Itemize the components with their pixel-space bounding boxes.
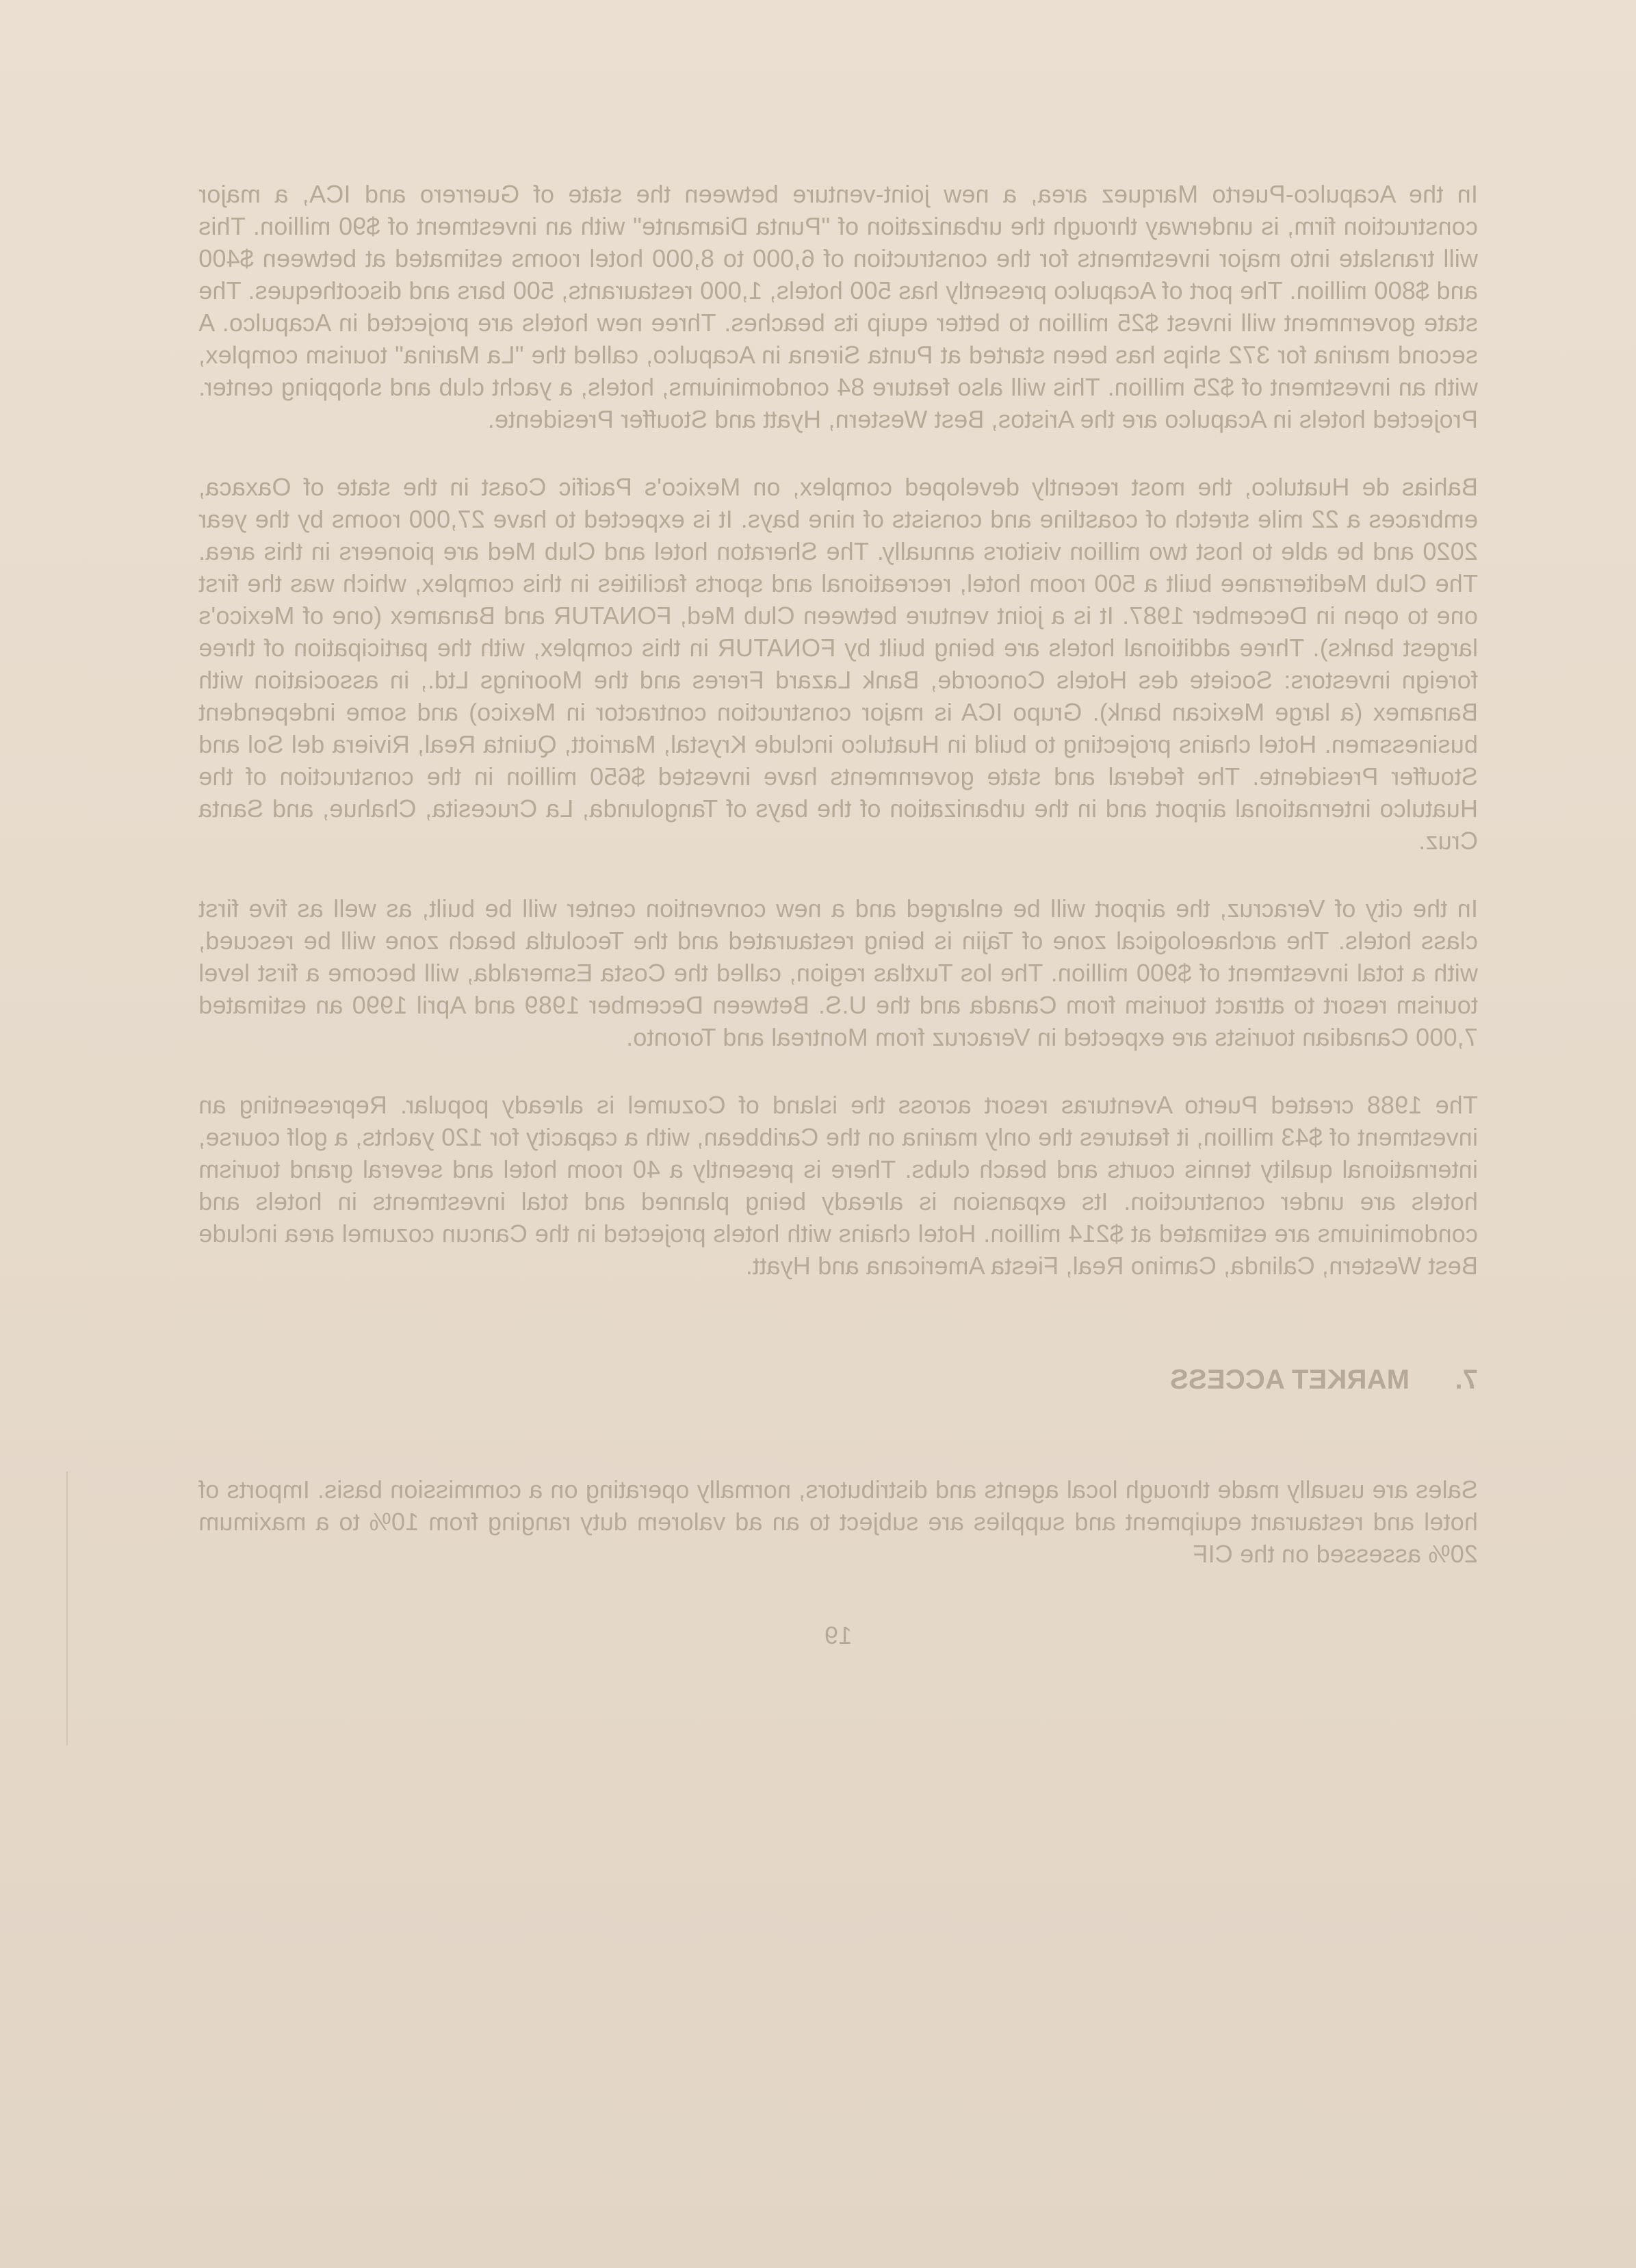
paragraph-veracruz: In the city of Veracruz, the airport will be enlarged and a new convention center will be built, as well as five first class hotels. The archaeological zone of Tajin is being restaurated and the Tecolutla beach zone will be rescued, with a total investment of $900 million. The los Tuxtlas region, called the Costa Esmeralda, will become a first level tourism resort to attract tourism from Canada and the U.S. Between December 1989 and April 1990 an estimated 7,000 Canadian tourists are expected in Veracruz from Montreal and Toronto. bbox=[198, 894, 1478, 1051]
margin-mark bbox=[66, 1471, 68, 1745]
mirrored-bleedthrough-text bbox=[198, 178, 1478, 1651]
paragraph-acapulco: In the Acapulco-Puerto Marquez area, a new joint-venture between the state of Guerrero and ICA, a major construction firm, is underway through the urbanization of "Punta Diamante" with an investment of $90 million. This will translate into major investments for the construction of 6,000 to 8,000 hotel rooms estimated at between $400 and $800 million. The port of Acapulco presently has 500 hotels, 1,000 restaurants, 500 bars and discotheques. The state government will invest $25 million to better equip its beaches. Three new hotels are projected in Acapulco. A second marina for 372 ships has been started at Punta Sirena in Acapulco, called the "La Marina" tourism complex, with an investment of $25 million. This will also feature 84 condominiums, hotels, a yacht club and shopping center. Projected hotels in Acapulco are the Aristos, Best Western, Hyatt and Stouffer Presidente. bbox=[198, 180, 1478, 433]
paragraph-market-access: Sales are usually made through local agents and distributors, normally operating on a commission basis. Imports of hotel and restaurant equipment and supplies are subject to an ad valorem duty ranging from 10% to a maximum 20% assessed on the CIF bbox=[198, 1476, 1478, 1568]
paragraph-huatulco: Bahias de Huatulco, the most recently developed complex, on Mexico's Pacific Coast in the state of Oaxaca, embraces a 22 mile stretch of coastline and consists of nine bays. It is expected to have 27,000 rooms by the year 2020 and be able to host two million visitors annually. The Sheraton hotel and Club Med are pioneers in this area. The Club Mediterranee built a 500 room hotel, recreational and sports facilities in this complex, which was the first one to open in December 1987. It is a joint venture between Club Med, FONATUR and Banamex (one of Mexico's largest banks). Three additional hotels are being built by FONATUR in this complex, with the participation of three foreign investors: Societe des Hotels Concorde, Bank Lazard Freres and the Moorings Ltd., in association with Banamex (a large Mexican bank). Grupo ICA is major construction contractor in Mexico) and some independent businessmen. Hotel chains projecting to build in Huatulco include Krystal, Marriott, Quinta Real, Riviera del Sol and Stouffer Presidente. The federal and state governments have invested $650 million in the construction of the Huatulco international airport and in the urbanization of the bays of Tangolunda, La Crucesita, Chahue, and Santa Cruz. bbox=[198, 473, 1478, 855]
section-title: MARKET ACCESS bbox=[1169, 1365, 1410, 1395]
page-number: 19 bbox=[824, 1621, 853, 1649]
paragraph-puerto-aventuras: The 1988 created Puerto Aventuras resort across the island of Cozumel is already popular. Representing an investment of $43 million, it features the only marina on the Caribbean, with a capacity for 120 yachts, a golf course, international quality tennis courts and beach clubs. There is presently a 40 room hotel and several grand tourism hotels are under construction. Its expansion is already being planned and total investments in hotels and condominiums are estimated at $214 million. Hotel chains with hotels projected in the Cancun cozumel area include Best Western, Calinda, Camino Real, Fiesta Americana and Hyatt. bbox=[198, 1091, 1478, 1280]
section-heading bbox=[198, 1363, 1478, 1397]
section-number: 7. bbox=[1455, 1365, 1478, 1395]
